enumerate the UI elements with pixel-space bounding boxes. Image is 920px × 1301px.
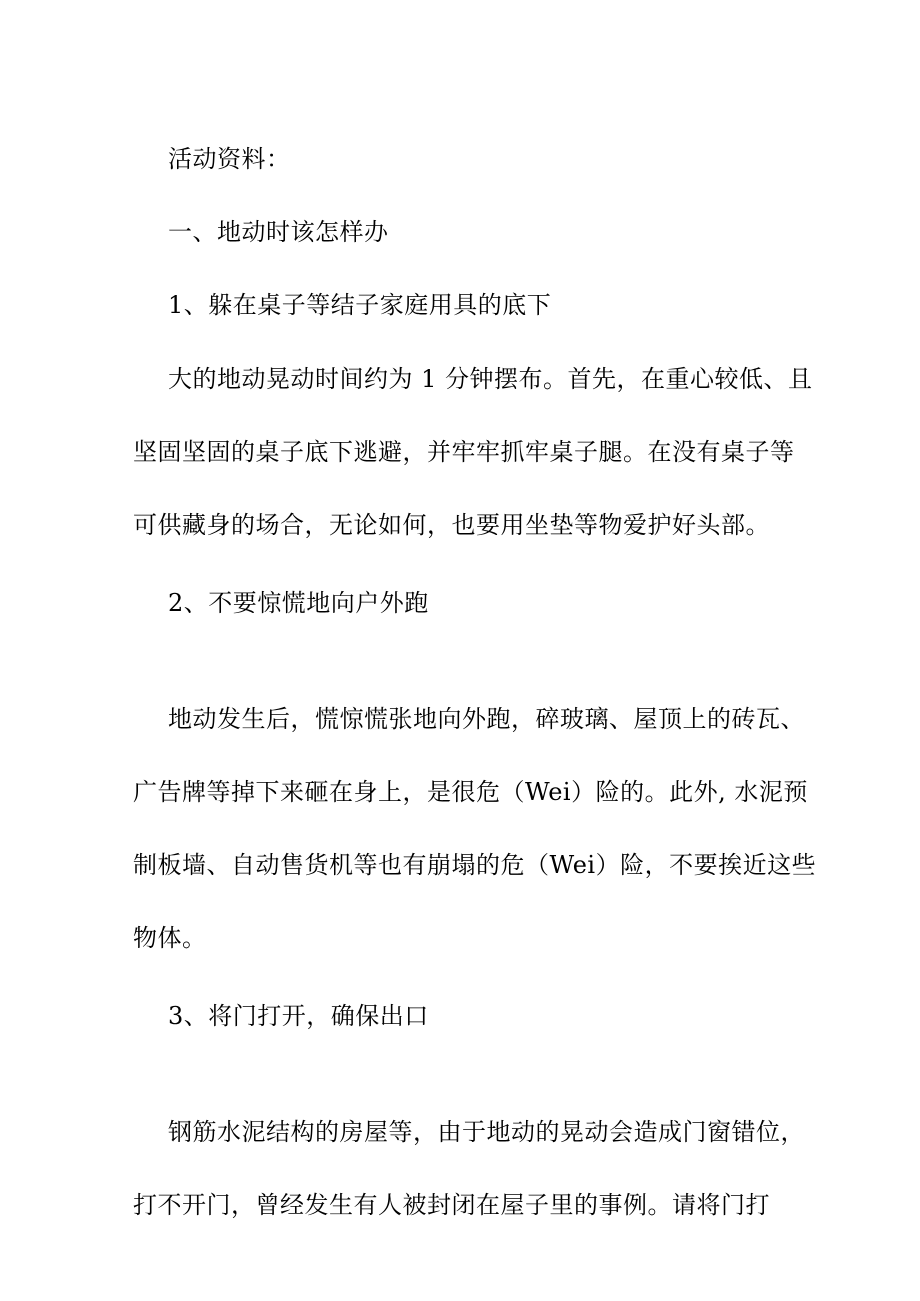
- item-1-line: 可供藏身的场合，无论如何，也要用坐垫等物爱护好头部。: [133, 511, 770, 539]
- section-title: 一、地动时该怎样办: [168, 218, 389, 246]
- item-3-title: 3、将门打开，确保出口: [168, 1002, 429, 1030]
- item-2-line: 地动发生后，慌惊慌张地向外跑，碎玻璃、屋顶上的砖瓦、: [168, 705, 805, 733]
- item-3-line: 钢筋水泥结构的房屋等，由于地动的晃动会造成门窗错位，: [168, 1118, 805, 1146]
- item-2-line: 物体。: [133, 924, 207, 952]
- item-2-line: 制板墙、自动售货机等也有崩塌的危（Wei）险，不要挨近这些: [133, 851, 817, 879]
- item-3-line: 打不开门，曾经发生有人被封闭在屋子里的事例。请将门打: [133, 1191, 770, 1219]
- item-1-line: 大的地动晃动时间约为 1 分钟摆布。首先，在重心较低、且: [168, 365, 813, 393]
- item-2-line: 广告牌等掉下来砸在身上，是很危（Wei）险的。此外, 水泥预: [133, 778, 808, 806]
- item-1-line: 坚固坚固的桌子底下逃避，并牢牢抓牢桌子腿。在没有桌子等: [133, 438, 795, 466]
- materials-heading: 活动资料：: [168, 145, 291, 173]
- item-1-title: 1、躲在桌子等结子家庭用具的底下: [168, 291, 552, 319]
- item-2-title: 2、不要惊慌地向户外跑: [168, 589, 429, 617]
